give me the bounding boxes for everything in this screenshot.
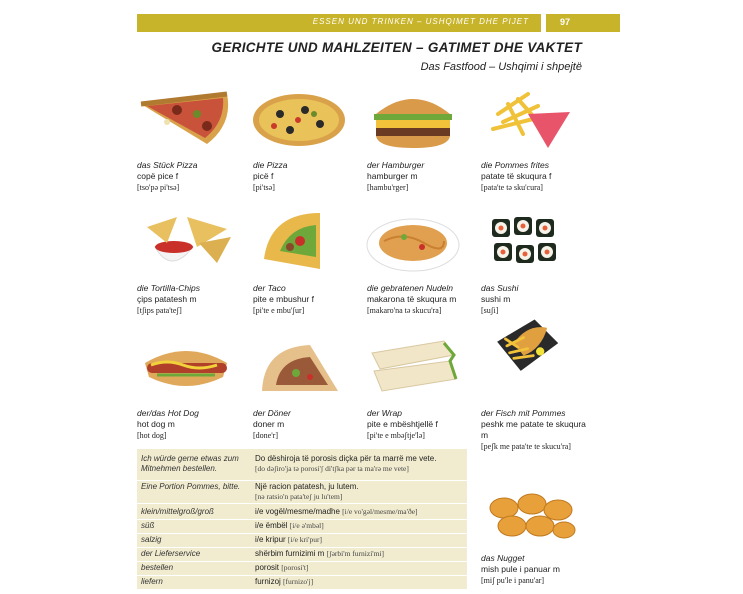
food-label-taco: der Taco pite e mbushur f [pi'te e mbu'ʃur] xyxy=(253,283,314,315)
phrase-row: süß i/e ëmbël [i/e ə'mbəl] xyxy=(137,520,467,534)
food-label-doner: der Döner doner m [done'r] xyxy=(253,408,291,440)
page-subtitle: Das Fastfood – Ushqimi i shpejtë xyxy=(420,61,582,73)
phrase-row: salzig i/e kripur [i/e kri'pur] xyxy=(137,534,467,548)
nugget-image xyxy=(482,488,578,544)
header-bar xyxy=(137,14,541,32)
food-label-french-fries: die Pommes frites patate të skuqura f [pata'te tə sku'cura] xyxy=(481,160,552,192)
page-title: GERICHTE UND MAHLZEITEN – GATIMET DHE VAKTET xyxy=(211,40,582,55)
food-label-pizza-slice: das Stück Pizza copë pice f [tso'pə pi'tsə] xyxy=(137,160,198,192)
phrase-row: Ich würde gerne etwas zum Mitnehmen bestellen. Do dëshiroja të porosis diçka për ta marrë me vete. [do dəʃiro'ja tə porosi'ʃ di'tʃka pər ta ma'rə me vete] xyxy=(137,452,467,481)
phrase-row: liefern furnizoj [furnizo'j] xyxy=(141,577,314,586)
food-label-fried-noodles: die gebratenen Nudeln makarona të skuqura m [makaro'na tə skucu'ra] xyxy=(367,283,457,315)
food-label-pizza: die Pizza picë f [pi'tsə] xyxy=(253,160,288,192)
food-label-fish-and-chips: der Fisch mit Pommes peshk me patate te skuqura m [peʃk me pata'te te skucu'ra] xyxy=(481,408,586,451)
section-title: ESSEN UND TRINKEN – USHQIMET DHE PIJET xyxy=(312,17,529,26)
food-label-hamburger: der Hamburger hamburger m [hambu'rger] xyxy=(367,160,425,192)
french-fries-image xyxy=(478,84,576,152)
sushi-image xyxy=(478,207,576,275)
food-label-nugget: das Nugget mish pule i panuar m [miʃ pu'le i panu'ar] xyxy=(481,553,560,585)
food-label-tortilla-chips: die Tortilla-Chips çips patatesh m [tʃips pata'teʃ] xyxy=(137,283,200,315)
page-number-box xyxy=(546,14,620,32)
phrase-row: klein/mittelgroß/groß i/e vogël/mesme/madhe [i/e vo'gəl/mesme/ma'ðe] xyxy=(137,506,467,520)
hot-dog-image xyxy=(137,333,235,401)
phrase-row: bestellen porosit [porosi't] xyxy=(137,562,467,576)
wrap-image xyxy=(364,333,462,401)
phrase-row: der Lieferservice shërbim furnizimi m [ʃərbi'm furnizi'mi] xyxy=(137,548,467,562)
phrases-box xyxy=(137,449,467,589)
fish-and-chips-image xyxy=(478,307,576,375)
fried-noodles-image xyxy=(364,207,462,275)
food-label-hot-dog: der/das Hot Dog hot dog m [hot dog] xyxy=(137,408,199,440)
tortilla-chips-image xyxy=(137,207,235,275)
doner-image xyxy=(250,333,348,401)
page-number: 97 xyxy=(560,17,571,27)
hamburger-image xyxy=(364,84,462,152)
food-label-wrap: der Wrap pite e mbështjellë f [pi'te e mbəʃtje'lə] xyxy=(367,408,438,440)
taco-image xyxy=(250,207,348,275)
pizza-slice-image xyxy=(137,84,235,152)
food-label-sushi: das Sushi sushi m [suʃi] xyxy=(481,283,519,315)
phrase-row: Eine Portion Pommes, bitte. Një racion patatesh, ju lutem. [nə ratsio'n pata'teʃ ju lu'tem] xyxy=(137,481,467,504)
pizza-image xyxy=(250,84,348,152)
